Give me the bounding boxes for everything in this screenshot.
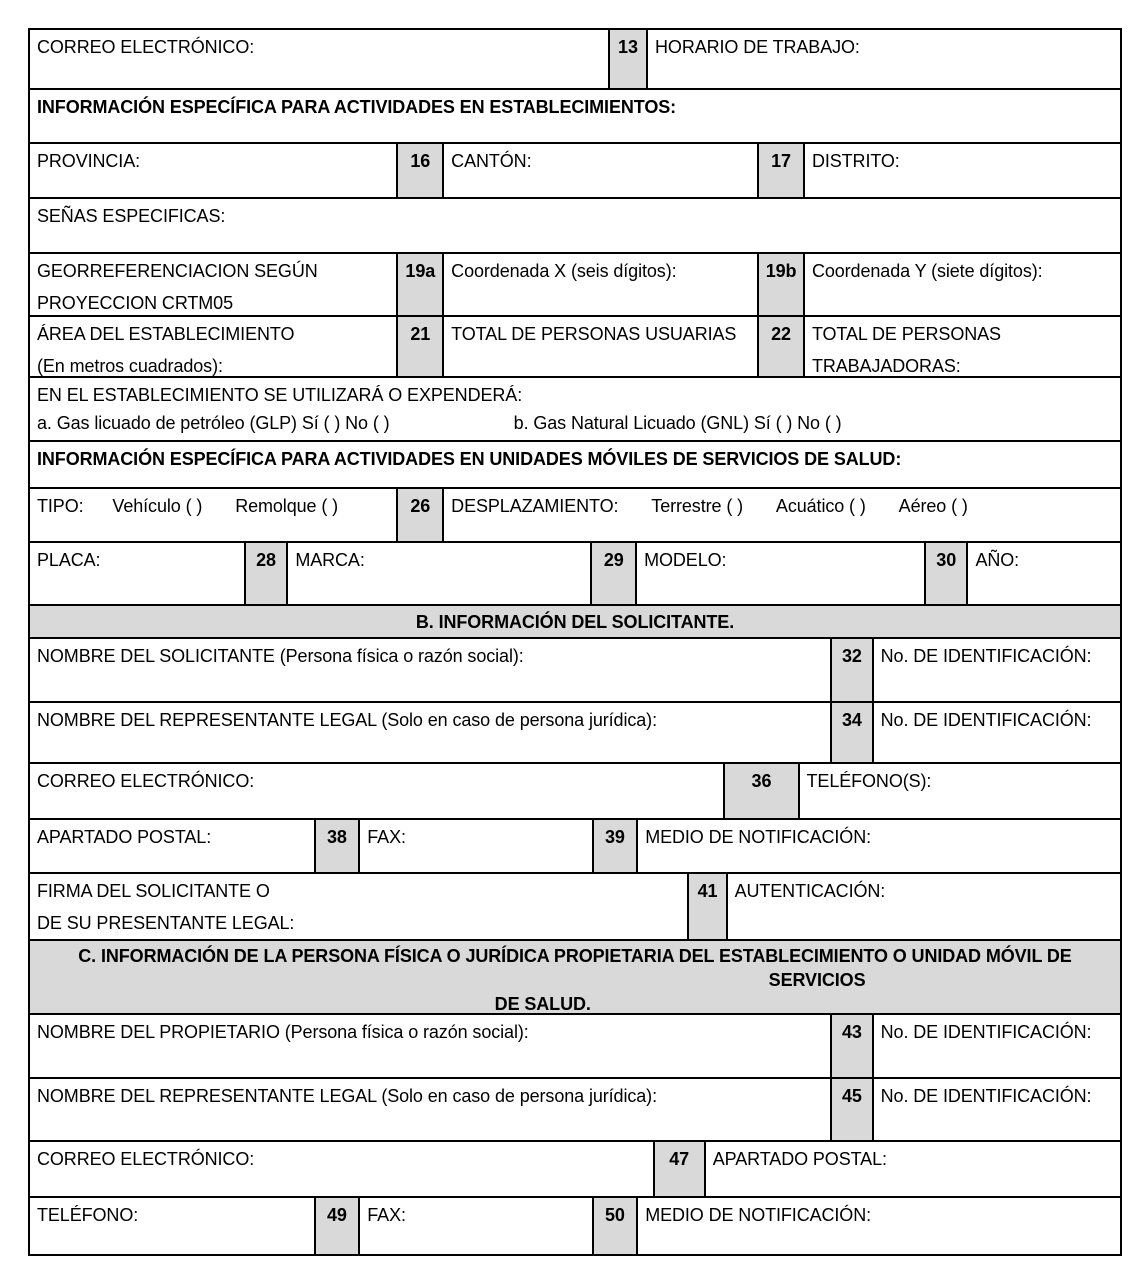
field-nombre-representante-b bbox=[30, 703, 832, 762]
section-header-c bbox=[30, 941, 1120, 1013]
field-apartado-postal-b bbox=[30, 820, 316, 872]
item-number-34: 34 bbox=[832, 703, 873, 762]
field-horario-de-trabajo bbox=[648, 30, 1120, 88]
item-number-41: 41 bbox=[689, 874, 727, 939]
field-tipo bbox=[30, 489, 398, 541]
section-title-establecimientos: INFORMACIÓN ESPECÍFICA PARA ACTIVIDADES EN ESTABLECIMIENTOS: bbox=[37, 97, 677, 117]
row-tipo-desplazamiento bbox=[30, 489, 1120, 543]
section-title-unidades-moviles: INFORMACIÓN ESPECÍFICA PARA ACTIVIDADES EN UNIDADES MÓVILES DE SERVICIOS DE SALUD: bbox=[37, 449, 902, 469]
field-identificacion-solicitante bbox=[874, 639, 1120, 701]
row-placa-marca-modelo-anio bbox=[30, 543, 1120, 606]
field-apartado-postal-c bbox=[706, 1142, 1120, 1196]
field-label: CORREO ELECTRÓNICO: bbox=[37, 771, 255, 791]
item-number-47: 47 bbox=[655, 1142, 706, 1196]
item-number-39: 39 bbox=[594, 820, 639, 872]
field-label-line1: ÁREA DEL ESTABLECIMIENTO bbox=[37, 324, 295, 344]
field-senas-especificas bbox=[30, 199, 1120, 252]
row-firma-autenticacion bbox=[30, 874, 1120, 941]
field-label: No. DE IDENTIFICACIÓN: bbox=[880, 1086, 1092, 1106]
item-number-19a: 19a bbox=[398, 254, 444, 315]
field-label: MEDIO DE NOTIFICACIÓN: bbox=[645, 1205, 872, 1225]
field-correo-electronico-b bbox=[30, 764, 725, 818]
row-correo-apartado-c bbox=[30, 1142, 1120, 1198]
gas-options bbox=[37, 411, 1113, 435]
row-correo-horario bbox=[30, 30, 1120, 90]
gas-glp-option: a. Gas licuado de petróleo (GLP) Sí ( ) No ( ) bbox=[37, 413, 390, 433]
item-number-36: 36 bbox=[725, 764, 799, 818]
field-gas-utilizara bbox=[30, 378, 1120, 440]
field-medio-notificacion-c bbox=[638, 1198, 1120, 1254]
field-label: TELÉFONO(S): bbox=[806, 771, 932, 791]
section-header-c-line1: C. INFORMACIÓN DE LA PERSONA FÍSICA O JURÍDICA PROPIETARIA DEL ESTABLECIMIENTO O UNIDAD MÓVIL DE bbox=[78, 946, 1072, 966]
field-label-line1: TOTAL DE PERSONAS bbox=[811, 324, 1001, 344]
field-label: TELÉFONO: bbox=[37, 1205, 139, 1225]
field-identificacion-representante-c bbox=[874, 1079, 1120, 1140]
field-provincia bbox=[30, 144, 398, 197]
item-number-49: 49 bbox=[316, 1198, 361, 1254]
item-number-19b: 19b bbox=[759, 254, 805, 315]
field-label: MEDIO DE NOTIFICACIÓN: bbox=[645, 827, 872, 847]
item-number-29: 29 bbox=[592, 543, 637, 604]
row-nombre-solicitante bbox=[30, 639, 1120, 703]
field-label: NOMBRE DEL SOLICITANTE (Persona física o razón social): bbox=[37, 646, 524, 666]
row-nombre-propietario bbox=[30, 1015, 1120, 1079]
field-label: PLACA: bbox=[37, 550, 101, 570]
row-seccion-establecimientos bbox=[30, 90, 1120, 144]
item-number-45: 45 bbox=[832, 1079, 873, 1140]
field-fax-c bbox=[360, 1198, 593, 1254]
item-number-26: 26 bbox=[398, 489, 444, 541]
row-gas bbox=[30, 378, 1120, 442]
field-label: TOTAL DE PERSONAS USUARIAS bbox=[451, 324, 737, 344]
field-label-line2: PROYECCION CRTM05 bbox=[37, 293, 234, 313]
field-medio-notificacion-b bbox=[638, 820, 1120, 872]
field-label: APARTADO POSTAL: bbox=[712, 1149, 887, 1169]
field-label-line2: DE SU PRESENTANTE LEGAL: bbox=[37, 913, 295, 933]
row-representante-legal-c bbox=[30, 1079, 1120, 1142]
desplazamiento-aereo-option: Aéreo ( ) bbox=[898, 496, 968, 516]
field-label: No. DE IDENTIFICACIÓN: bbox=[880, 710, 1092, 730]
desplazamiento-terrestre-option: Terrestre ( ) bbox=[651, 496, 744, 516]
field-correo-electronico-a bbox=[30, 30, 610, 88]
field-firma-solicitante bbox=[30, 874, 689, 939]
field-marca bbox=[288, 543, 592, 604]
item-number-50: 50 bbox=[594, 1198, 639, 1254]
field-georreferenciacion bbox=[30, 254, 398, 315]
row-seccion-unidades-moviles bbox=[30, 442, 1120, 489]
row-seccion-c bbox=[30, 941, 1120, 1015]
field-correo-electronico-c bbox=[30, 1142, 655, 1196]
field-modelo bbox=[637, 543, 926, 604]
field-fax-b bbox=[360, 820, 593, 872]
item-number-43: 43 bbox=[832, 1015, 873, 1077]
tipo-vehiculo-option: Vehículo ( ) bbox=[112, 496, 203, 516]
field-personas-usuarias bbox=[444, 317, 759, 376]
item-number-28: 28 bbox=[246, 543, 289, 604]
field-coordenada-x bbox=[444, 254, 759, 315]
gas-gnl-option: b. Gas Natural Licuado (GNL) Sí ( ) No ( ) bbox=[513, 413, 842, 433]
field-label: AÑO: bbox=[975, 550, 1020, 570]
field-label: DESPLAZAMIENTO: bbox=[451, 496, 619, 516]
field-label: CORREO ELECTRÓNICO: bbox=[37, 1149, 255, 1169]
row-correo-telefono-b bbox=[30, 764, 1120, 820]
field-desplazamiento bbox=[444, 489, 1120, 541]
field-telefonos-b bbox=[800, 764, 1120, 818]
field-label: NOMBRE DEL REPRESENTANTE LEGAL (Solo en caso de persona jurídica): bbox=[37, 710, 657, 730]
field-label: FAX: bbox=[367, 827, 406, 847]
field-coordenada-y bbox=[805, 254, 1120, 315]
field-label: NOMBRE DEL PROPIETARIO (Persona física o razón social): bbox=[37, 1022, 529, 1042]
field-label: APARTADO POSTAL: bbox=[37, 827, 212, 847]
desplazamiento-acuatico-option: Acuático ( ) bbox=[775, 496, 866, 516]
field-distrito bbox=[805, 144, 1120, 197]
field-placa bbox=[30, 543, 246, 604]
section-header-c-line2: SERVICIOS bbox=[768, 970, 866, 990]
field-label-line1: FIRMA DEL SOLICITANTE O bbox=[37, 881, 270, 901]
field-canton bbox=[444, 144, 759, 197]
field-label: TIPO: bbox=[37, 496, 84, 516]
item-number-16: 16 bbox=[398, 144, 444, 197]
section-header-c-line3: DE SALUD. bbox=[494, 994, 591, 1013]
row-georreferencia bbox=[30, 254, 1120, 317]
item-number-21: 21 bbox=[398, 317, 444, 376]
field-identificacion-representante-b bbox=[874, 703, 1120, 762]
field-nombre-representante-c bbox=[30, 1079, 832, 1140]
row-telefono-fax-c bbox=[30, 1198, 1120, 1254]
row-apartado-fax-b bbox=[30, 820, 1120, 874]
field-area-establecimiento bbox=[30, 317, 398, 376]
field-label: FAX: bbox=[367, 1205, 406, 1225]
row-seccion-b bbox=[30, 606, 1120, 639]
field-anio bbox=[968, 543, 1120, 604]
gas-question: EN EL ESTABLECIMIENTO SE UTILIZARÁ O EXPENDERÁ: bbox=[37, 385, 523, 405]
item-number-13: 13 bbox=[610, 30, 648, 88]
item-number-32: 32 bbox=[832, 639, 873, 701]
field-label: NOMBRE DEL REPRESENTANTE LEGAL (Solo en caso de persona jurídica): bbox=[37, 1086, 657, 1106]
section-header-b: B. INFORMACIÓN DEL SOLICITANTE. bbox=[30, 606, 1120, 637]
field-label: MARCA: bbox=[295, 550, 365, 570]
field-identificacion-propietario bbox=[874, 1015, 1120, 1077]
field-nombre-propietario bbox=[30, 1015, 832, 1077]
field-label: PROVINCIA: bbox=[37, 151, 141, 171]
item-number-30: 30 bbox=[926, 543, 969, 604]
field-label: CORREO ELECTRÓNICO: bbox=[37, 37, 255, 57]
tipo-remolque-option: Remolque ( ) bbox=[235, 496, 339, 516]
item-number-38: 38 bbox=[316, 820, 361, 872]
field-label: SEÑAS ESPECIFICAS: bbox=[37, 206, 226, 226]
field-label: DISTRITO: bbox=[811, 151, 900, 171]
field-label: No. DE IDENTIFICACIÓN: bbox=[880, 646, 1092, 666]
row-area-personas bbox=[30, 317, 1120, 378]
field-label-line1: GEORREFERENCIACION SEGÚN bbox=[37, 261, 318, 281]
field-label: AUTENTICACIÓN: bbox=[734, 881, 886, 901]
row-senas-especificas bbox=[30, 199, 1120, 254]
field-telefono-c bbox=[30, 1198, 316, 1254]
field-label: Coordenada X (seis dígitos): bbox=[451, 261, 677, 281]
field-autenticacion bbox=[728, 874, 1120, 939]
field-nombre-solicitante bbox=[30, 639, 832, 701]
field-personas-trabajadoras bbox=[805, 317, 1120, 376]
field-label-line2: (En metros cuadrados): bbox=[37, 356, 223, 376]
field-label-line2: TRABAJADORAS: bbox=[811, 356, 961, 376]
row-representante-legal-b bbox=[30, 703, 1120, 764]
form-table bbox=[28, 28, 1122, 1256]
field-label: Coordenada Y (siete dígitos): bbox=[811, 261, 1043, 281]
field-label: HORARIO DE TRABAJO: bbox=[655, 37, 860, 57]
item-number-17: 17 bbox=[759, 144, 805, 197]
row-provincia-canton-distrito bbox=[30, 144, 1120, 199]
field-label: No. DE IDENTIFICACIÓN: bbox=[880, 1022, 1092, 1042]
field-label: CANTÓN: bbox=[451, 151, 532, 171]
field-label: MODELO: bbox=[644, 550, 727, 570]
item-number-22: 22 bbox=[759, 317, 805, 376]
